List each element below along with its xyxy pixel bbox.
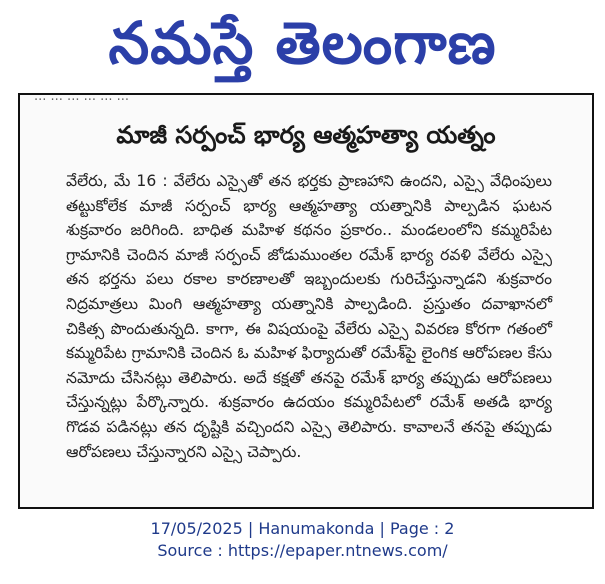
edition-info: 17/05/2025 | Hanumakonda | Page : 2 bbox=[150, 519, 455, 538]
cut-off-text: ... ... ... ... ... ... bbox=[34, 93, 130, 103]
masthead bbox=[0, 4, 605, 82]
news-clipping bbox=[18, 93, 594, 509]
source-link[interactable]: Source : https://epaper.ntnews.com/ bbox=[157, 541, 448, 560]
footer bbox=[0, 518, 605, 562]
article-body: వేలేరు, మే 16 : వేలేరు ఎస్సైతో తన భర్తకు ప్రాణహాని ఉందని, ఎస్సై వేధింపులు తట్టుకోలేక మాజీ సర్పంచ్ భార్య ఆత్మహత్యా యత్నానికి పాల్పడిన ఘటన శుక్రవారం జరిగింది. బాధిత మహిళ కథనం ప్రకారం.. మండలంలోని కమ్మరిపేట గ్రామానికి చెందిన మాజీ సర్పంచ్ జోడుముంతల రమేశ్ భార్య రవళి వేలేరు ఎస్సై తన భర్తను పలు రకాల కారణాలతో ఇబ్బందులకు గురిచేస్తున్నాడని శుక్రవారం నిద్రమాత్రలు మింగి ఆత్మహత్యా యత్నానికి పాల్పడింది. ప్రస్తుతం దవాఖానలో చికిత్స పొందుతున్నది. కాగా, ఈ విషయంపై వేలేరు ఎస్సై వివరణ కోరగా గతంలో కమ్మరిపేట గ్రామానికి చెందిన ఓ మహిళ ఫిర్యాదుతో రమేశ్‌పై లైంగిక ఆరోపణల కేసు నమోదు చేసినట్లు తెలిపారు. అదే కక్షతో తనపై రమేశ్ భార్య తప్పుడు ఆరోపణలు చేస్తున్నట్లు పేర్కొన్నారు. శుక్రవారం ఉదయం కమ్మరిపేటలో రమేశ్ అతడి భార్య గొడవ పడినట్లు తన దృష్టికి వచ్చిందని ఎస్సై తెలిపారు. కావాలనే తనపై తప్పుడు ఆరోపణలు చేస్తున్నారని ఎస్సై చెప్పారు. bbox=[66, 172, 552, 461]
article-headline: మాజీ సర్పంచ్ భార్య ఆత్మహత్యా యత్నం bbox=[116, 121, 496, 149]
newspaper-title: నమస్తే తెలంగాణ bbox=[108, 9, 497, 77]
